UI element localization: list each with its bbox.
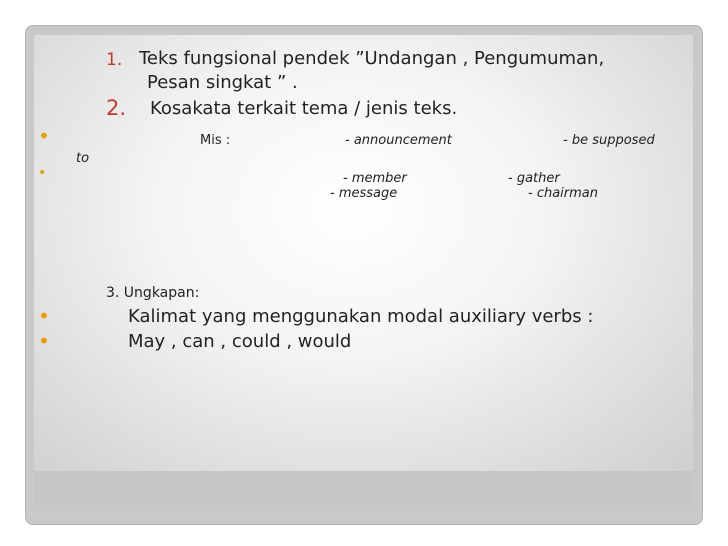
bullet-icon: •	[38, 165, 47, 181]
vocab-mis-label: Mis :	[200, 133, 231, 148]
slide-footer-strip	[34, 471, 693, 505]
item1-line2: Pesan singkat ” .	[147, 72, 298, 93]
vocab-gather: - gather	[508, 171, 560, 186]
vocab-announcement: - announcement	[345, 133, 452, 148]
item2-text: Kosakata terkait tema / jenis teks.	[150, 98, 458, 119]
bullet-icon: •	[38, 329, 50, 353]
vocab-chairman: - chairman	[528, 186, 599, 201]
vocab-member: - member	[343, 171, 407, 186]
item1-number: 1.	[106, 50, 123, 70]
vocab-be-supposed: - be supposed	[563, 133, 655, 148]
bullet-icon: •	[38, 124, 50, 148]
bullet-line-verbs: May , can , could , would	[128, 331, 352, 352]
item2-number: 2.	[106, 96, 127, 120]
bullet-icon: •	[38, 304, 50, 328]
vocab-message: - message	[330, 186, 398, 201]
item3-label: 3. Ungkapan:	[106, 285, 200, 301]
item1-line1: Teks fungsional pendek ”Undangan , Pengumuman,	[139, 48, 605, 69]
vocab-to: to	[76, 151, 90, 166]
bullet-line-modal: Kalimat yang menggunakan modal auxiliary verbs :	[128, 306, 594, 327]
